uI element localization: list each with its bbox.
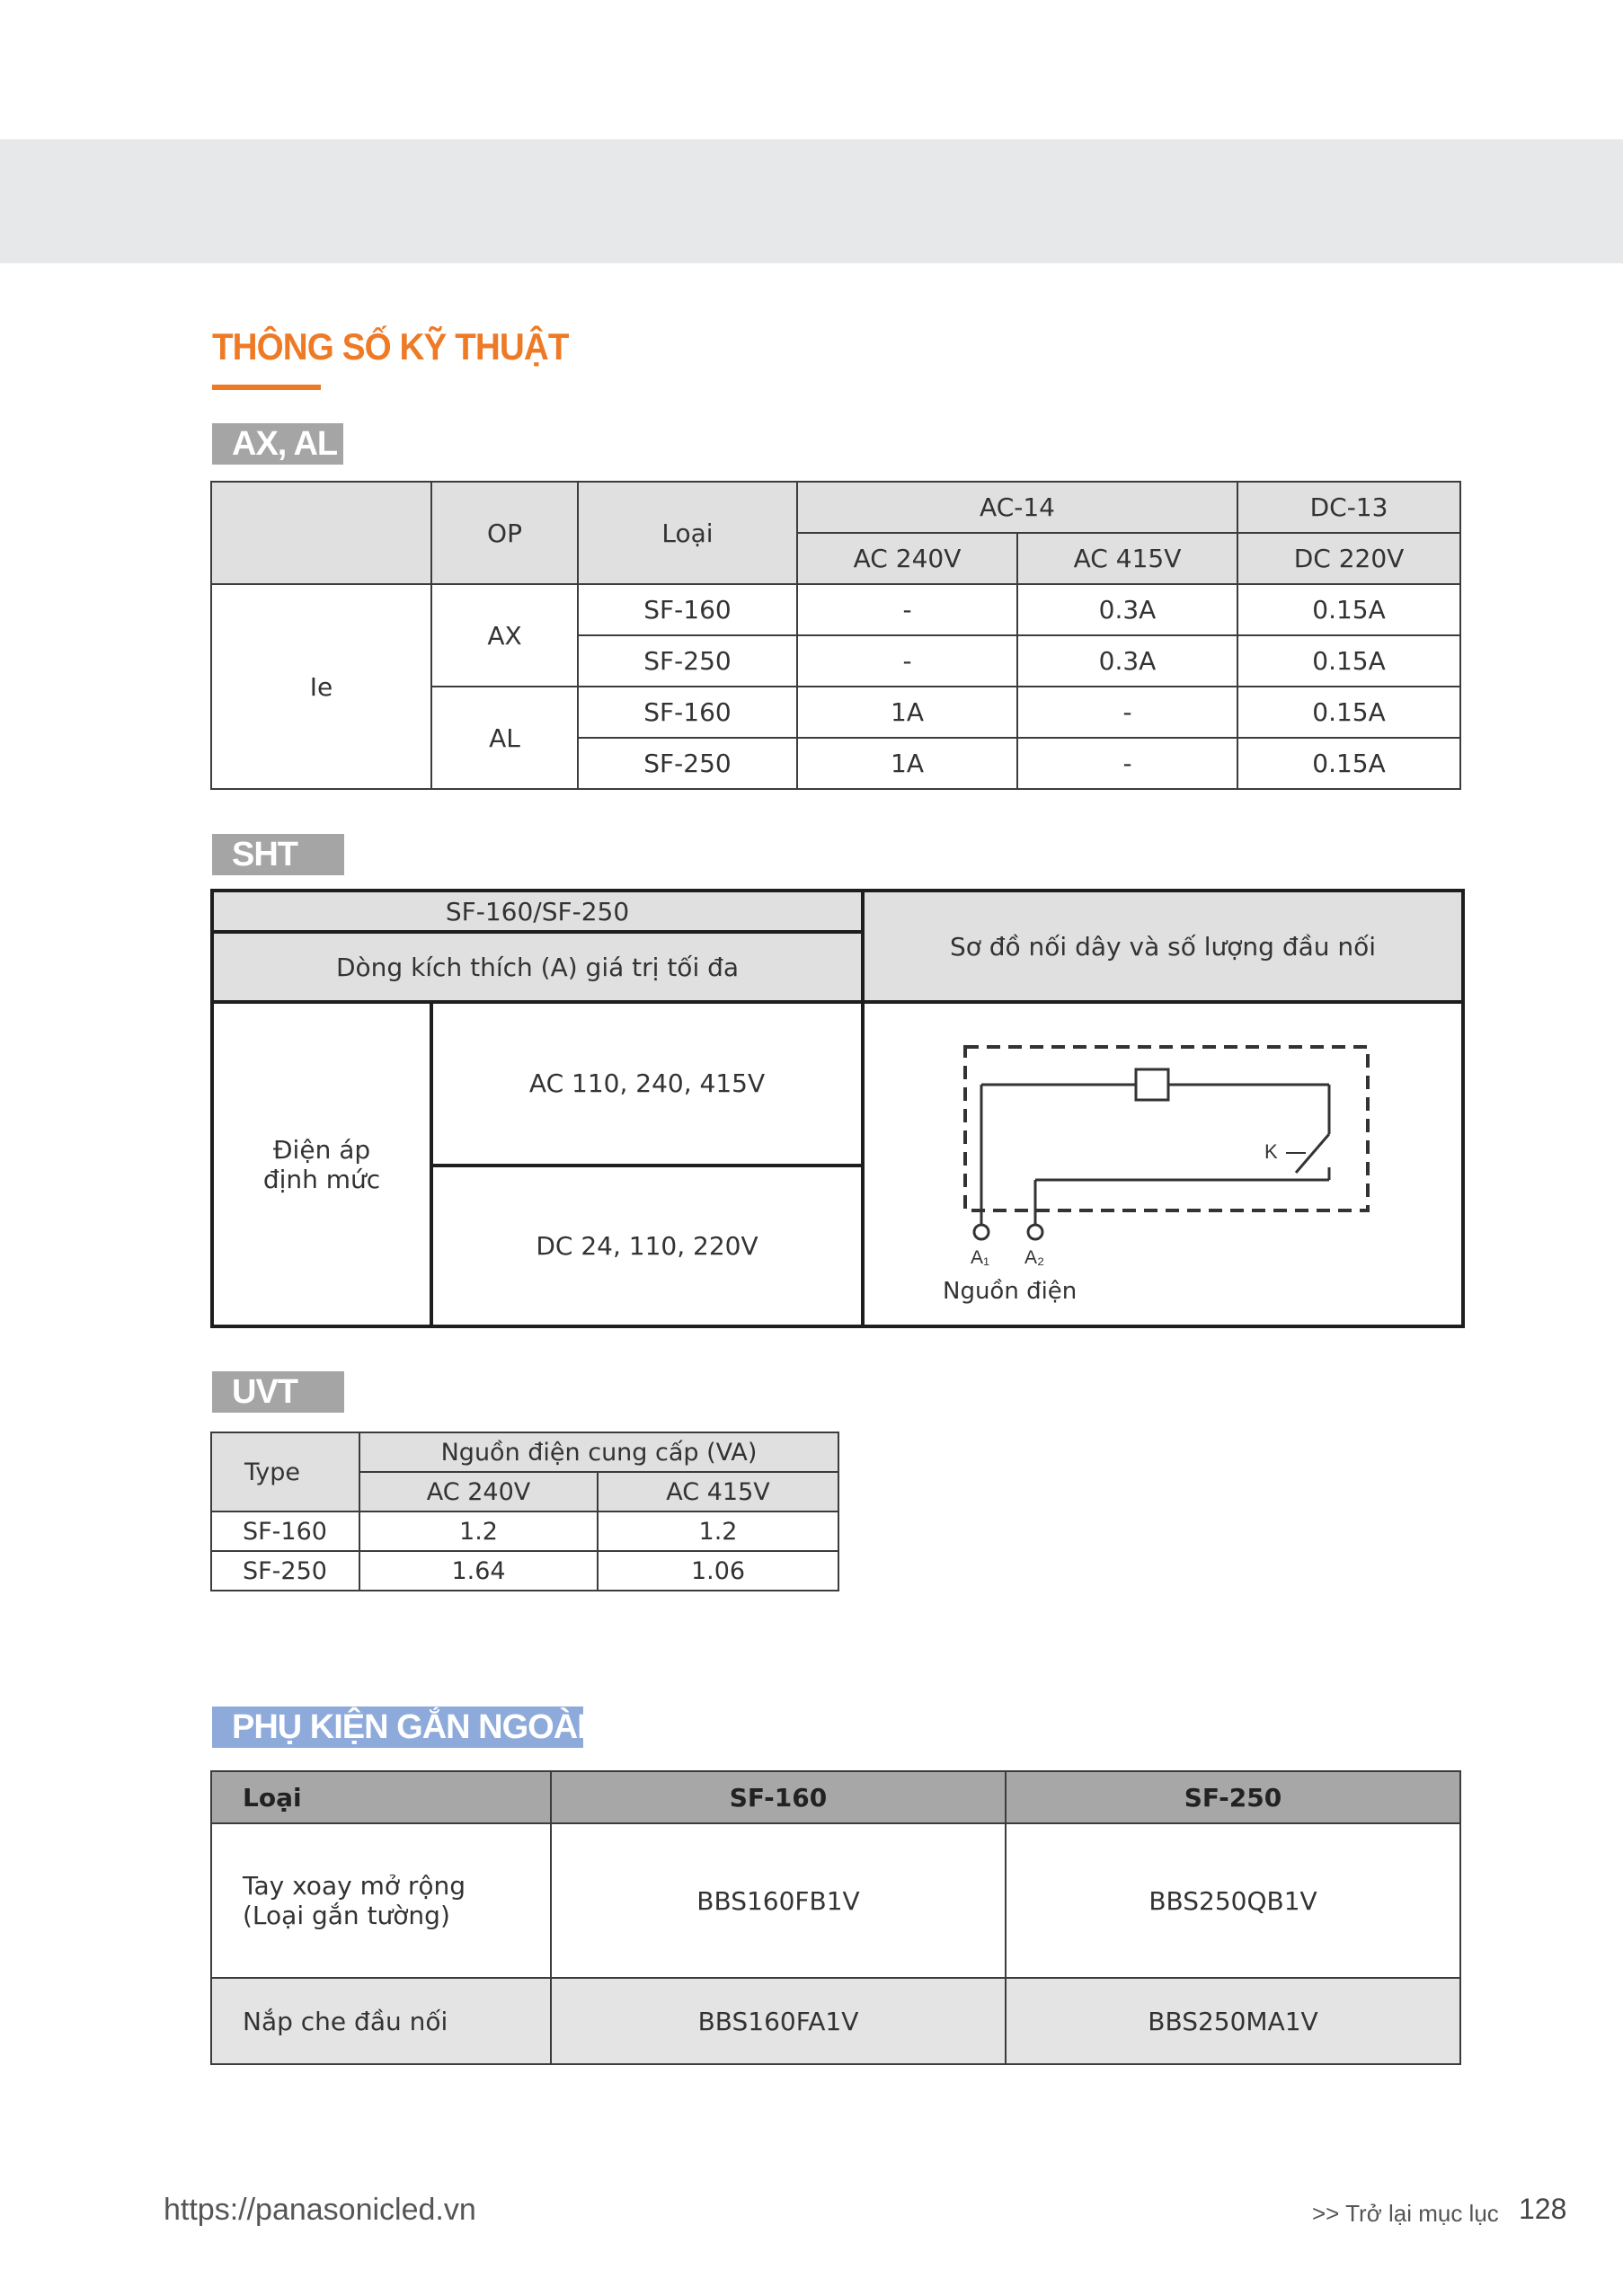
table-cell: BBS160FA1V [551,1978,1006,2064]
title-underline [212,385,321,390]
sht-table [210,889,1465,1328]
table-cell: 1A [797,738,1017,789]
sht-ac-voltage: AC 110, 240, 415V [431,1002,863,1166]
table-cell: - [797,584,1017,635]
table-row [211,1551,838,1591]
table-cell: 1.2 [598,1511,838,1551]
uvt-header-type: Type [211,1432,359,1511]
footer-url-link[interactable]: https://panasonicled.vn [164,2193,476,2227]
table-row [211,1823,1460,1978]
section-tag-sht: SHT [212,834,344,875]
ax-al-table [210,481,1461,790]
table-cell: 1A [797,687,1017,738]
acc-header-type: Loại [211,1771,551,1823]
wiring-diagram [866,1004,1459,1318]
table-cell: 0.15A [1237,738,1460,789]
power-source-label: Nguồn điện [943,1278,1078,1305]
uvt-header-ac415: AC 415V [598,1472,838,1511]
table-cell: - [1017,738,1237,789]
table-cell: SF-250 [578,635,797,687]
accessories-table [210,1770,1461,2065]
sht-model-header: SF-160/SF-250 [212,891,863,932]
table-cell: - [797,635,1017,687]
ax-op-ax: AX [431,584,578,687]
section-tag-ax-al: AX, AL [212,423,343,465]
table-cell: SF-160 [211,1511,359,1551]
table-cell: 0.15A [1237,635,1460,687]
sht-excitation-header: Dòng kích thích (A) giá trị tối đa [212,932,863,1002]
ax-header-ac240: AC 240V [797,533,1017,584]
table-cell: SF-250 [578,738,797,789]
back-to-contents-link[interactable]: >> Trở lại mục lục [1312,2200,1499,2227]
ax-header-op: OP [431,482,578,584]
ax-header-dc220: DC 220V [1237,533,1460,584]
table-cell: BBS160FB1V [551,1823,1006,1978]
sht-dc-voltage: DC 24, 110, 220V [431,1166,863,1327]
table-cell: 1.06 [598,1551,838,1591]
table-cell: 0.15A [1237,584,1460,635]
table-cell: 1.64 [359,1551,598,1591]
terminal-a2-label: A₂ [1024,1247,1045,1268]
page-title: THÔNG SỐ KỸ THUẬT [212,325,569,368]
terminal-a1-label: A₁ [971,1247,990,1268]
ax-header-ac415: AC 415V [1017,533,1237,584]
ax-op-al: AL [431,687,578,789]
ax-header-type: Loại [578,482,797,584]
table-cell: - [1017,687,1237,738]
header-band [0,139,1623,263]
ax-blank-header [211,482,431,584]
terminal-a1-icon [974,1225,989,1239]
section-tag-uvt: UVT [212,1371,344,1413]
coil-icon [1136,1069,1168,1100]
terminal-a2-icon [1028,1225,1042,1239]
sht-rated-voltage: Điện áp định mức [212,1002,431,1326]
switch-k-label: K [1264,1140,1278,1163]
acc-header-sf160: SF-160 [551,1771,1006,1823]
uvt-table [210,1432,839,1591]
table-row [211,1511,838,1551]
wiring-diagram-cell [863,1002,1463,1326]
page-number: 128 [1519,2193,1567,2225]
table-cell: SF-160 [578,687,797,738]
table-cell: SF-250 [211,1551,359,1591]
table-cell: BBS250QB1V [1006,1823,1460,1978]
ax-header-ac14: AC-14 [797,482,1237,533]
table-cell: 0.3A [1017,584,1237,635]
sht-diagram-header: Sơ đồ nối dây và số lượng đầu nối [863,891,1463,1002]
table-cell: Nắp che đầu nối [211,1978,551,2064]
table-cell: BBS250MA1V [1006,1978,1460,2064]
table-cell: 0.3A [1017,635,1237,687]
table-row [211,584,1460,635]
uvt-header-supply: Nguồn điện cung cấp (VA) [359,1432,838,1472]
uvt-header-ac240: AC 240V [359,1472,598,1511]
table-cell: 1.2 [359,1511,598,1551]
table-cell: 0.15A [1237,687,1460,738]
ax-row-label-ie: Ie [211,584,431,789]
table-cell: Tay xoay mở rộng (Loại gắn tường) [211,1823,551,1978]
table-row [211,1978,1460,2064]
table-cell: SF-160 [578,584,797,635]
section-tag-accessories: PHỤ KIỆN GẮN NGOÀI [212,1706,583,1748]
acc-header-sf250: SF-250 [1006,1771,1460,1823]
ax-header-dc13: DC-13 [1237,482,1460,533]
